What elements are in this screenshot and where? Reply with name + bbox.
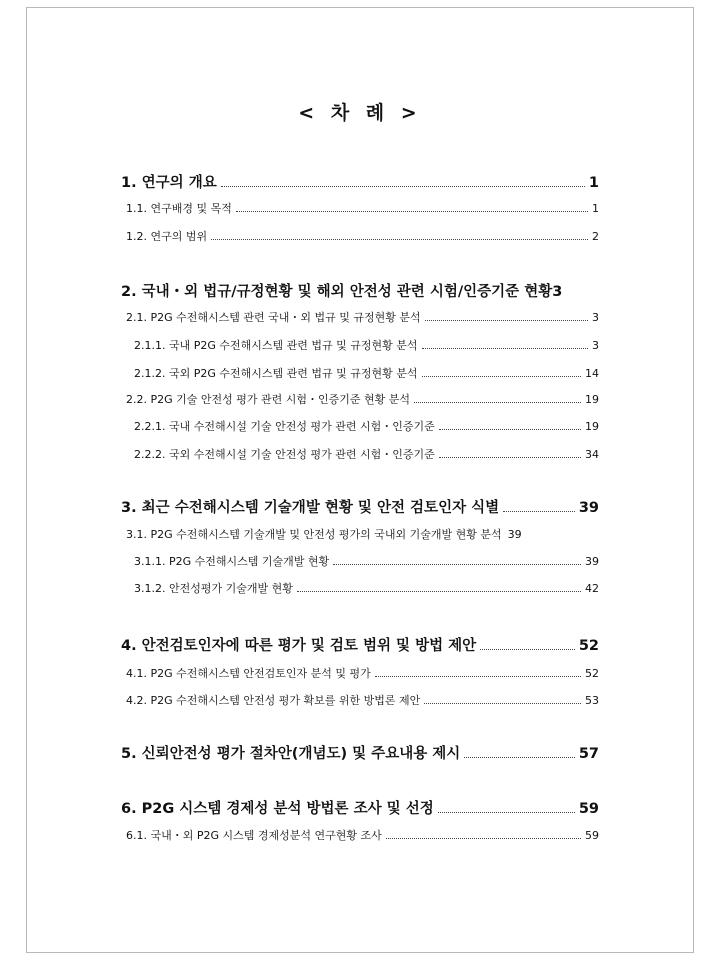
- toc-entry-1-2[interactable]: [126, 228, 599, 244]
- toc-entry-page: 39: [507, 528, 522, 541]
- dot-leader: [333, 564, 581, 565]
- toc-entry-5[interactable]: [121, 742, 599, 763]
- toc-entry-4-1[interactable]: [126, 665, 599, 681]
- dot-leader: [375, 676, 581, 677]
- toc-entry-page: 39: [585, 555, 599, 568]
- dot-leader: [221, 186, 585, 187]
- toc-entry-label: 4.1. P2G 수전해시스템 안전검토인자 분석 및 평가: [126, 667, 371, 680]
- toc-entry-label: 3. 최근 수전해시스템 기술개발 현황 및 안전 검토인자 식별: [121, 500, 500, 516]
- toc-entry-label: 2.2.1. 국내 수전해시설 기술 안전성 평가 관련 시험・인증기준: [134, 420, 435, 433]
- toc-entry-page: 1: [592, 202, 599, 215]
- toc-entry-3[interactable]: [121, 496, 599, 517]
- toc-title: < 차 례 >: [298, 102, 422, 124]
- toc-entry-label: 4. 안전검토인자에 따른 평가 및 검토 범위 및 방법 제안: [121, 638, 477, 654]
- toc-entry-page: 19: [585, 393, 599, 406]
- toc-entry-label: 2.1.1. 국내 P2G 수전해시스템 관련 법규 및 규정현황 분석: [134, 339, 418, 352]
- dot-leader: [425, 320, 588, 321]
- toc-entry-2[interactable]: [121, 280, 599, 301]
- toc-entry-label: 2.2. P2G 기술 안전성 평가 관련 시험・인증기준 현황 분석: [126, 393, 411, 406]
- toc-entry-label: 1.2. 연구의 범위: [126, 230, 208, 243]
- toc-entry-label: 5. 신뢰안전성 평가 절차안(개념도) 및 주요내용 제시: [121, 746, 461, 762]
- toc-entry-page: 53: [585, 694, 599, 707]
- toc-entry-page: 59: [578, 801, 599, 817]
- toc-entry-page: 34: [585, 448, 599, 461]
- toc-entry-6-1[interactable]: [126, 827, 599, 843]
- toc-entry-4[interactable]: [121, 634, 599, 655]
- toc-entry-page: 59: [585, 829, 599, 842]
- dot-leader: [386, 838, 581, 839]
- toc-entry-6[interactable]: [121, 797, 599, 818]
- toc-entry-label: 3.1.1. P2G 수전해시스템 기술개발 현황: [134, 555, 330, 568]
- toc-entry-label: 6.1. 국내・외 P2G 시스템 경제성분석 연구현황 조사: [126, 829, 382, 842]
- dot-leader: [211, 239, 588, 240]
- dot-leader: [422, 376, 581, 377]
- toc-entry-label: 6. P2G 시스템 경제성 분석 방법론 조사 및 선정: [121, 801, 434, 817]
- toc-entry-2-1-2[interactable]: [134, 365, 599, 381]
- toc-entry-1-1[interactable]: [126, 200, 599, 216]
- dot-leader: [424, 703, 581, 704]
- toc-entry-label: 2. 국내・외 법규/규정현황 및 해외 안전성 관련 시험/인증기준 현황: [121, 284, 553, 300]
- toc-entry-page: 3: [592, 311, 599, 324]
- toc-entry-2-1[interactable]: [126, 309, 599, 325]
- dot-leader: [464, 757, 575, 758]
- toc-entry-2-2-1[interactable]: [134, 418, 599, 434]
- toc-entry-page: 14: [585, 367, 599, 380]
- toc-entry-label: 2.1. P2G 수전해시스템 관련 국내・외 법규 및 규정현황 분석: [126, 311, 421, 324]
- toc-entry-page: 1: [588, 175, 599, 191]
- toc-entry-label: 2.2.2. 국외 수전해시설 기술 안전성 평가 관련 시험・인증기준: [134, 448, 435, 461]
- toc-entry-page: 2: [592, 230, 599, 243]
- dot-leader: [297, 591, 581, 592]
- toc-entry-page: 52: [585, 667, 599, 680]
- toc-entry-1[interactable]: [121, 171, 599, 192]
- toc-entry-label: 2.1.2. 국외 P2G 수전해시스템 관련 법규 및 규정현황 분석: [134, 367, 418, 380]
- toc-entry-label: 1.1. 연구배경 및 목적: [126, 202, 232, 215]
- dot-leader: [480, 649, 575, 650]
- toc-entry-2-1-1[interactable]: [134, 337, 599, 353]
- toc-entry-page: 19: [585, 420, 599, 433]
- toc-entry-2-2-2[interactable]: [134, 446, 599, 462]
- toc-entry-label: 3.1. P2G 수전해시스템 기술개발 및 안전성 평가의 국내외 기술개발 현황 분석: [126, 528, 502, 541]
- toc-entry-3-1-1[interactable]: [134, 553, 599, 569]
- dot-leader: [438, 812, 575, 813]
- dot-leader: [422, 348, 588, 349]
- dot-leader: [236, 211, 588, 212]
- dot-leader: [414, 402, 581, 403]
- dot-leader: [503, 511, 575, 512]
- dot-leader: [439, 429, 581, 430]
- toc-entry-page: 42: [585, 582, 599, 595]
- toc-entry-page: 3: [552, 284, 563, 300]
- dot-leader: [439, 457, 581, 458]
- toc-entry-3-1-2[interactable]: [134, 580, 599, 596]
- toc-entry-page: 52: [578, 638, 599, 654]
- toc-entry-3-1[interactable]: [126, 526, 599, 542]
- toc-entry-label: 4.2. P2G 수전해시스템 안전성 평가 확보를 위한 방법론 제안: [126, 694, 421, 707]
- toc-entry-page: 57: [578, 746, 599, 762]
- toc-entry-label: 1. 연구의 개요: [121, 175, 217, 191]
- toc-entry-2-2[interactable]: [126, 391, 599, 407]
- toc-entry-page: 39: [578, 500, 599, 516]
- toc-entry-4-2[interactable]: [126, 692, 599, 708]
- toc-entry-page: 3: [592, 339, 599, 352]
- toc-entry-label: 3.1.2. 안전성평가 기술개발 현황: [134, 582, 293, 595]
